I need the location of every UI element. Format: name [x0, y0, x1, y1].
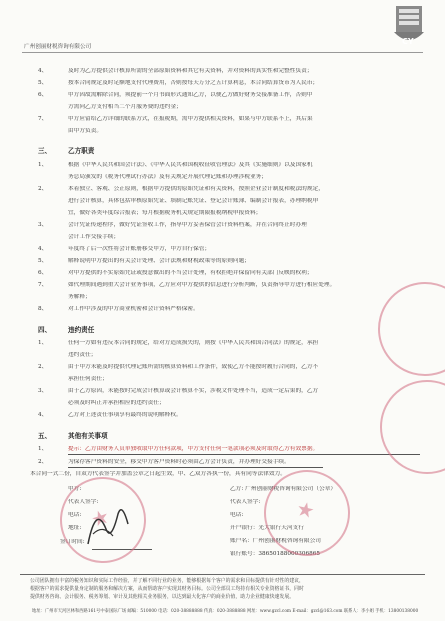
clause-line: 由于乙方原因，未能按时完成会计核算或会计核算不实，涉税文件处理不当，造成一定后果的，乙方	[68, 388, 319, 394]
party-a-tel: 电话:	[68, 512, 82, 518]
section-title: 乙方职责	[68, 147, 95, 155]
footer-address: 地址：广州市天河区林和西路161号中泰国际广场 邮编：510000 电话：020-38888888 传真：020-3888888 网址：www.gzcl.com E-mail：gzcl@163.com 联系人：李小姐 手机：13800138000	[32, 609, 419, 614]
clause-line: 按本合同规定及时足额地支付代理费用，否则按每天万分之五计算利息，本合同结算货币为人民币；	[68, 80, 319, 86]
party-b-rep: 代表人签字:	[230, 499, 261, 505]
notice-line: 提示：乙方由财务人员单独收取甲方任何款项，甲方支付任何一笔款项必须及时取得乙方有效票据。	[68, 446, 319, 452]
section-title: 违约责任	[68, 326, 95, 334]
clause-line: 由甲方负责。	[68, 128, 103, 134]
header-divider	[22, 52, 423, 53]
item-number: 2、	[38, 459, 48, 465]
clause-line: 根据《中华人民共和国会计法》、《中华人民共和国税收征收管理法》及其《实施细则》以及国家机	[68, 162, 313, 168]
clause-line: 及时为乙方提供会计核算所需的全部原始资料和其它有关资料，并对资料的真实性和完整性负责；	[68, 68, 313, 74]
party-b-account-no: 银行账号：38650188000306865	[230, 551, 320, 557]
notice-line: 为保存客户资料的安全，移交甲方客户资料时必须由乙方会计负责，并办理好交接手续。	[68, 459, 290, 465]
party-a-rep: 代表人签字:	[68, 499, 99, 505]
item-number: 4、	[38, 68, 48, 74]
clause-line: 本着独立、客观、公正原则，根据甲方提供的原始凭证和有关资料，按照企业会计制度和税法的规定，	[68, 186, 324, 192]
notice-underline	[68, 467, 323, 468]
footer-text: 提供财务咨询、会计服务、税务筹划、审计及其他相关业务服务，以达到最大化客户的商业价值，助力企业健康快速发展。	[30, 594, 295, 600]
clause-line: 务总局颁发的《税务代理试行办法》及有关规定开展代理记账和办理涉税业务；	[68, 174, 268, 180]
clause-line: 乙方对上述责任事项享有最终的说明解释权。	[68, 412, 182, 418]
item-number: 3、	[38, 388, 48, 394]
clause-line: 解释说明甲方提出的有关会计处理、会计法规和财税政策等的原则问题；	[68, 258, 250, 264]
section-number: 三、	[38, 147, 52, 155]
clause-line: 会计工作交接手续；	[68, 234, 120, 240]
clause-line: 对工作中涉及的甲方商业机密和会计资料严格保密。	[68, 306, 199, 312]
item-number: 4、	[38, 246, 48, 252]
clause-line: 甲方因故需解除合同，须提前一个月书面形式通知乙方，以便乙方做好财务交接准备工作，否则甲	[68, 92, 313, 98]
item-number: 1、	[38, 162, 48, 168]
clause-line: 由于甲方未能及时提供代理记账所需的核算资料和工作条件，致使乙方不能按时履行合同的，乙方不	[68, 364, 319, 370]
footer-text: 根据客户的需求提供量身定制的服务和解决方案，从而帮助客户实现其财务目标。公司全部员工均持有相关专业资格证书，同时	[30, 586, 304, 592]
party-a-date: 签订时间:	[60, 539, 85, 545]
item-number: 6、	[38, 92, 48, 98]
clause-line: 会计凭证传递程序，做好凭证签收工作，指导甲方妥善保管会计资料档案，并在合同终止时办理	[68, 222, 307, 228]
seal-star-icon: ★	[87, 503, 113, 532]
clause-line: 甲方应留给乙方详细的联系方式，在报税期，需甲方提供相关资料，如果与甲方联系不上，其后果	[68, 116, 313, 122]
footer-text: 公司团队拥有丰富的税务知识和实际工作经验，并了解不同行业的业务，能够根据每个客户的需求和目标提供有针对性的建议，	[30, 578, 304, 584]
seal-star-icon: ★	[294, 496, 317, 524]
clause-line: 方需向乙方支付相当二个月服务费的违约金；	[68, 104, 182, 110]
party-b-tel: 电话:	[230, 512, 244, 518]
party-a-addr: 地址:	[68, 525, 82, 531]
party-b-bank: 开户银行：光大银行天河支行	[230, 525, 304, 531]
clause-line: 承担任何责任；	[68, 376, 108, 382]
footer-divider	[20, 574, 425, 575]
clause-line: 如代理期间遇到重大会计业务事项，乙方应对甲方提供的信息进行分析判断，负责指导甲方进行相应处理。	[68, 282, 336, 288]
party-b-account-name: 账户名：广州创丽财税咨询有限公司	[230, 538, 321, 544]
clause-line: 进行会计核算，具体包括审核原始凭证、填制记账凭证、登记会计账簿、编制会计报表，办理纳税申	[68, 198, 319, 204]
validity-line: 本合同一式二份，自双方代表签字并加盖公章之日起生效，甲、乙双方各执一份，具有同等法律效力。	[30, 471, 286, 477]
item-number: 1、	[38, 340, 48, 346]
section-number: 五、	[38, 432, 52, 440]
clause-line: 务解释；	[68, 294, 91, 300]
item-number: 7、	[38, 282, 48, 288]
clause-line: 对甲方提供的不实原始凭证或授意做出的不当会计处理，有权拒绝并保留向有关部门反映的权利；	[68, 270, 313, 276]
logo-text: CY	[402, 37, 414, 46]
clause-line: 必须及时纠正并承担相应的违约责任；	[68, 400, 165, 406]
item-number: 4、	[38, 412, 48, 418]
item-number: 2、	[38, 186, 48, 192]
item-number: 2、	[38, 364, 48, 370]
party-b-label: 乙方: 广州创丽财税咨询有限公司（公章）	[230, 486, 337, 492]
clause-line: 任何一方如有违反本合同的规定，给对方造成损失的，则按《中华人民共和国合同法》的规定，承担	[68, 340, 319, 346]
handwritten-signature	[78, 484, 138, 554]
party-a-label: 甲方:	[68, 486, 82, 492]
notice-underline	[68, 454, 420, 455]
clause-line: 年度终了后一次性将会计账册移交甲方，甲方自行保管；	[68, 246, 211, 252]
item-number: 7、	[38, 116, 48, 122]
item-number: 3、	[38, 222, 48, 228]
item-number: 8、	[38, 306, 48, 312]
section-title: 其他有关事项	[68, 432, 108, 440]
company-logo-icon	[392, 4, 426, 50]
company-header: 广州创丽财税咨询有限公司	[24, 44, 92, 50]
section-number: 四、	[38, 326, 52, 334]
item-number: 6、	[38, 270, 48, 276]
clause-line: 宜，做好各类年度综合报表；每月根据税务机关规定期限报税纳税申报资料；	[68, 210, 262, 216]
clause-line: 违约责任；	[68, 352, 97, 358]
item-number: 5、	[38, 258, 48, 264]
item-number: 1、	[38, 446, 48, 452]
item-number: 5、	[38, 80, 48, 86]
